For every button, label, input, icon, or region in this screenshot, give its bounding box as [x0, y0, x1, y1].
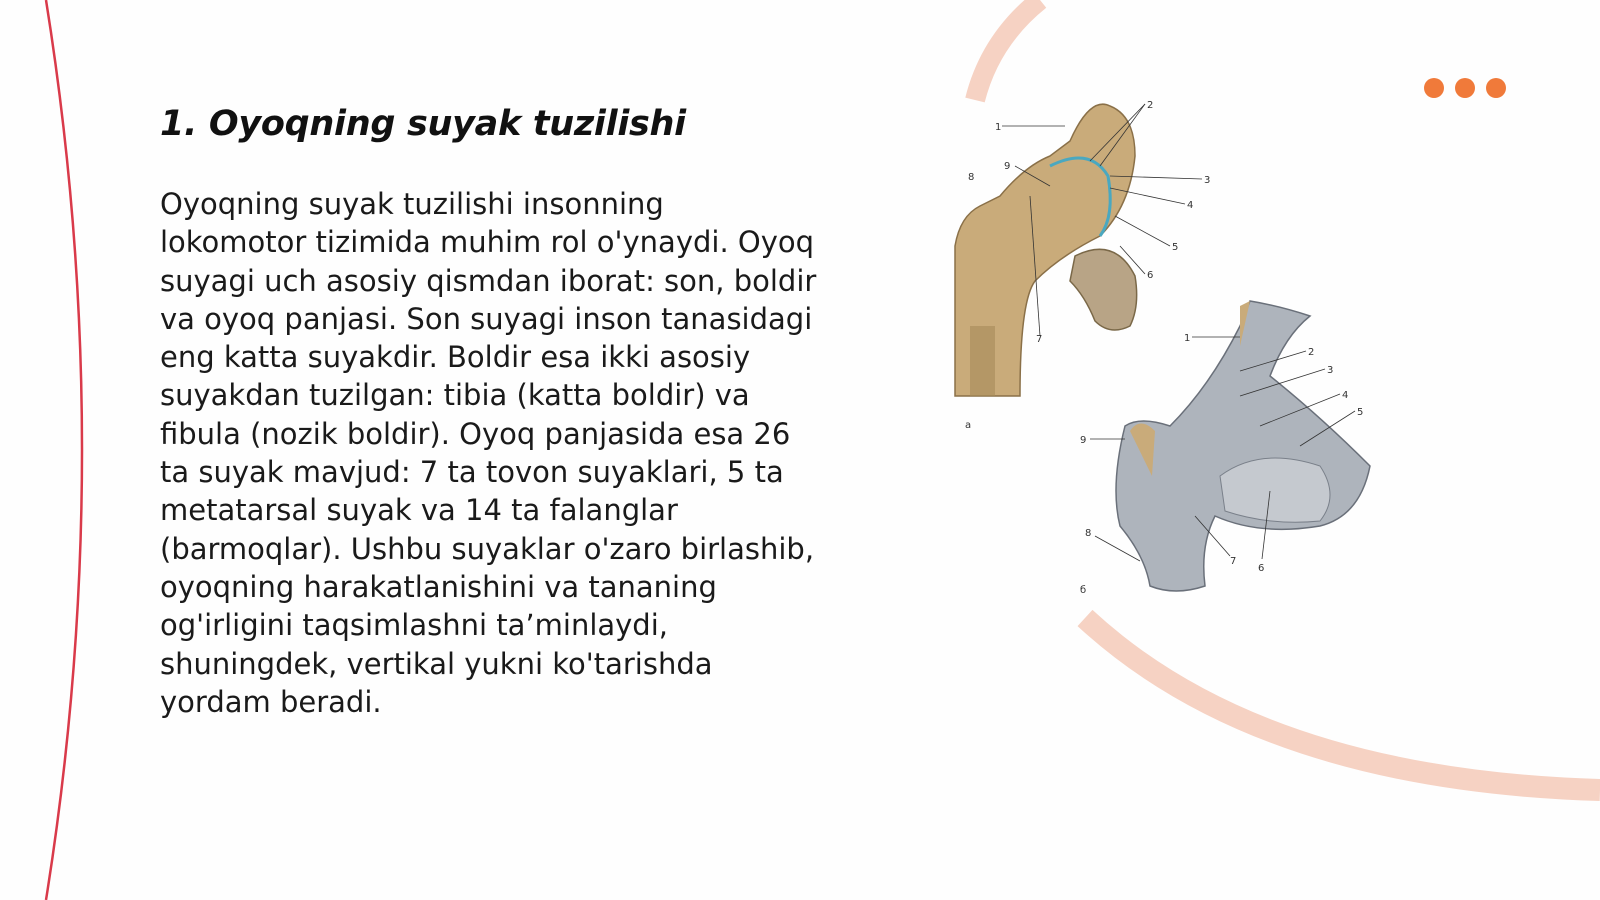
- panel-letter: a: [965, 420, 972, 431]
- figure-label: 4: [1342, 390, 1349, 401]
- figure-label: 2: [1147, 100, 1154, 111]
- figure-label: 4: [1187, 200, 1194, 211]
- slide-title: 1. Oyoqning suyak tuzilishi: [160, 104, 686, 144]
- body-line: yordam beradi.: [160, 684, 382, 719]
- body-line: ta suyak mavjud: 7 ta tovon suyaklari, 5 ta: [160, 455, 784, 490]
- figure-label: 5: [1357, 407, 1364, 418]
- slide-body-text: [160, 185, 850, 721]
- dot: [1424, 78, 1444, 98]
- figure-label: 8: [968, 172, 975, 183]
- three-dots-icon: [1424, 78, 1506, 98]
- figure-label: 2: [1308, 347, 1315, 358]
- body-line: (barmoqlar). Ushbu suyaklar o'zaro birlashib,: [160, 531, 815, 566]
- figure-label: 6: [1258, 563, 1265, 574]
- figure-label: 9: [1080, 435, 1087, 446]
- figure-label: 8: [1085, 528, 1092, 539]
- hip-joint-illustration: [940, 96, 1410, 616]
- figure-label: 3: [1327, 365, 1334, 376]
- body-line: suyagi uch asosiy qismdan iborat: son, boldir: [160, 263, 817, 298]
- dot: [1486, 78, 1506, 98]
- figure-label: 7: [1230, 556, 1237, 567]
- figure-label: 5: [1172, 242, 1179, 253]
- body-line: oyoqning harakatlanishini va tananing: [160, 569, 717, 604]
- figure-label: 1: [995, 122, 1002, 133]
- bottom-peach-arc: [1085, 618, 1600, 790]
- hip-section-drawing: [955, 104, 1137, 396]
- figure-label: 1: [1184, 333, 1191, 344]
- dot: [1455, 78, 1475, 98]
- panel-letter: б: [1080, 585, 1087, 596]
- top-peach-arc: [975, 0, 1040, 100]
- body-line: fibula (nozik boldir). Oyoq panjasida esa 26: [160, 416, 791, 451]
- body-line: shuningdek, vertikal yukni ko'tarishda: [160, 646, 713, 681]
- body-line: va oyoq panjasi. Son suyagi inson tanasidagi: [160, 301, 813, 336]
- body-line: lokomotor tizimida muhim rol o'ynaydi. Oyoq: [160, 225, 815, 260]
- figure-label: 6: [1147, 270, 1154, 281]
- figure-label: 3: [1204, 175, 1211, 186]
- left-curve-line: [46, 0, 82, 900]
- figure-label: 9: [1004, 161, 1011, 172]
- figure-label: 7: [1036, 334, 1043, 345]
- body-line: suyakdan tuzilgan: tibia (katta boldir) va: [160, 378, 750, 413]
- body-line: og'irligini taqsimlashni ta’minlaydi,: [160, 608, 668, 643]
- body-line: Oyoqning suyak tuzilishi insonning: [160, 187, 664, 221]
- body-line: metatarsal suyak va 14 ta falanglar: [160, 493, 678, 528]
- body-line: eng katta suyakdir. Boldir esa ikki asosiy: [160, 340, 751, 375]
- hip-ligament-drawing: [1116, 301, 1370, 591]
